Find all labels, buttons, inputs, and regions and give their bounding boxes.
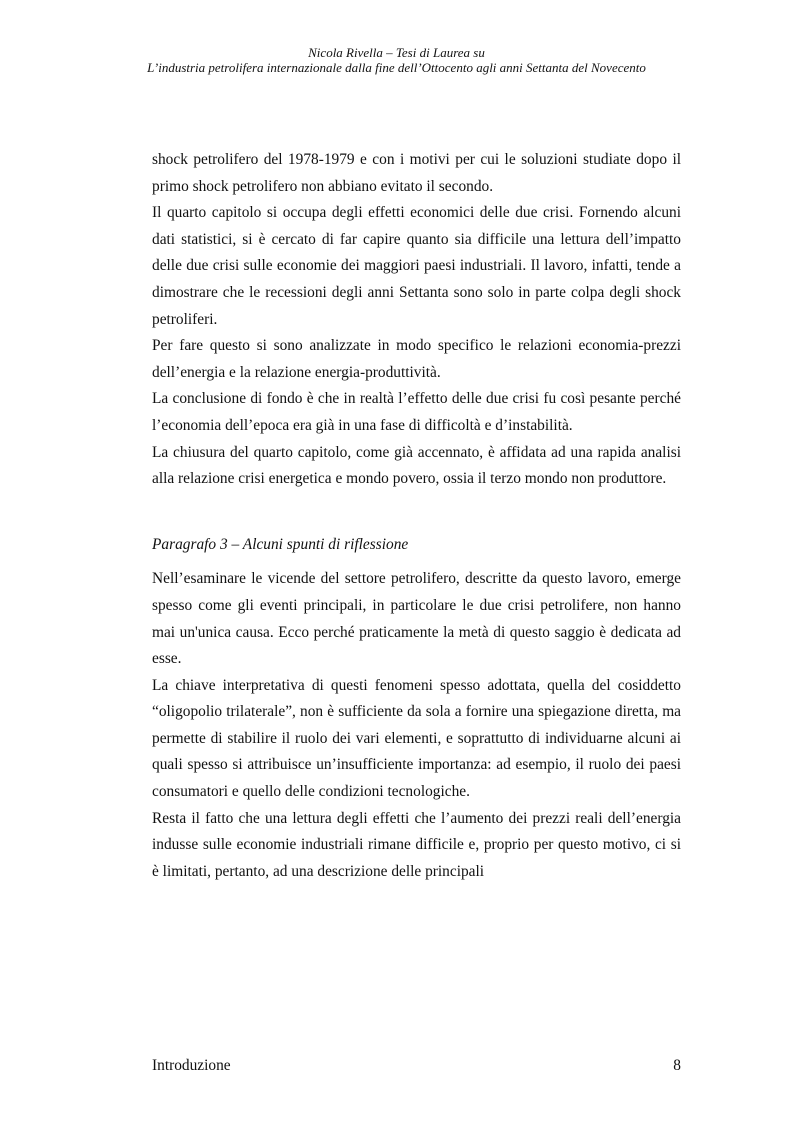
paragraph: shock petrolifero del 1978-1979 e con i motivi per cui le soluzioni studiate dopo il primo shock petrolifero non abbiano evitato il secondo.	[152, 151, 681, 195]
paragraph: Il quarto capitolo si occupa degli effetti economici delle due crisi. Fornendo alcuni dati statistici, si è cercato di far capire quanto sia difficile una lettura dell’impatto delle due crisi sulle economie dei maggiori paesi industriali. Il lavoro, infatti, tende a dimostrare che le recessioni degli anni Settanta sono solo in parte colpa degli shock petroliferi.	[152, 204, 681, 328]
paragraph: La chiave interpretativa di questi fenomeni spesso adottata, quella del cosiddetto “oligopolio trilaterale”, non è sufficiente da sola a fornire una spiegazione diretta, ma permette di stabilire il ruolo dei vari elementi, e soprattutto di individuarne alcuni ai quali spesso si attribuisce un’insufficiente importanza: ad esempio, il ruolo dei paesi consumatori e quello delle condizioni tecnologiche.	[152, 676, 681, 801]
paragraph: La conclusione di fondo è che in realtà l’effetto delle due crisi fu così pesante perché l’economia dell’epoca era già in una fase di difficoltà e d’instabilità.	[152, 390, 681, 434]
header-title-line: L’industria petrolifera internazionale dalla fine dell’Ottocento agli anni Settanta del Novecento	[147, 60, 646, 75]
paragraph: Per fare questo si sono analizzate in modo specifico le relazioni economia-prezzi dell’energia e la relazione energia-produttività.	[152, 337, 681, 381]
section-title: Paragrafo 3 – Alcuni spunti di riflessione	[152, 535, 409, 553]
main-text	[152, 147, 681, 885]
page-footer	[152, 1056, 681, 1076]
header-author-line: Nicola Rivella – Tesi di Laurea su	[308, 45, 485, 60]
paragraph: La chiusura del quarto capitolo, come già accennato, è affidata ad una rapida analisi alla relazione crisi energetica e mondo povero, ossia il terzo mondo non produttore.	[152, 443, 681, 488]
running-header	[0, 45, 793, 75]
page-number: 8	[673, 1057, 681, 1074]
paragraph: Nell’esaminare le vicende del settore petrolifero, descritte da questo lavoro, emerge spesso come gli eventi principali, in particolare le due crisi petrolifere, non hanno mai un'unica causa. Ecco perché praticamente la metà di questo saggio è dedicata ad esse.	[152, 570, 681, 668]
paragraph: Resta il fatto che una lettura degli effetti che l’aumento dei prezzi reali dell’energia indusse sulle economie industriali rimane difficile e, proprio per questo motivo, ci si è limitati, pertanto, ad una descrizione delle principali	[152, 809, 681, 880]
footer-chapter: Introduzione	[152, 1057, 231, 1074]
